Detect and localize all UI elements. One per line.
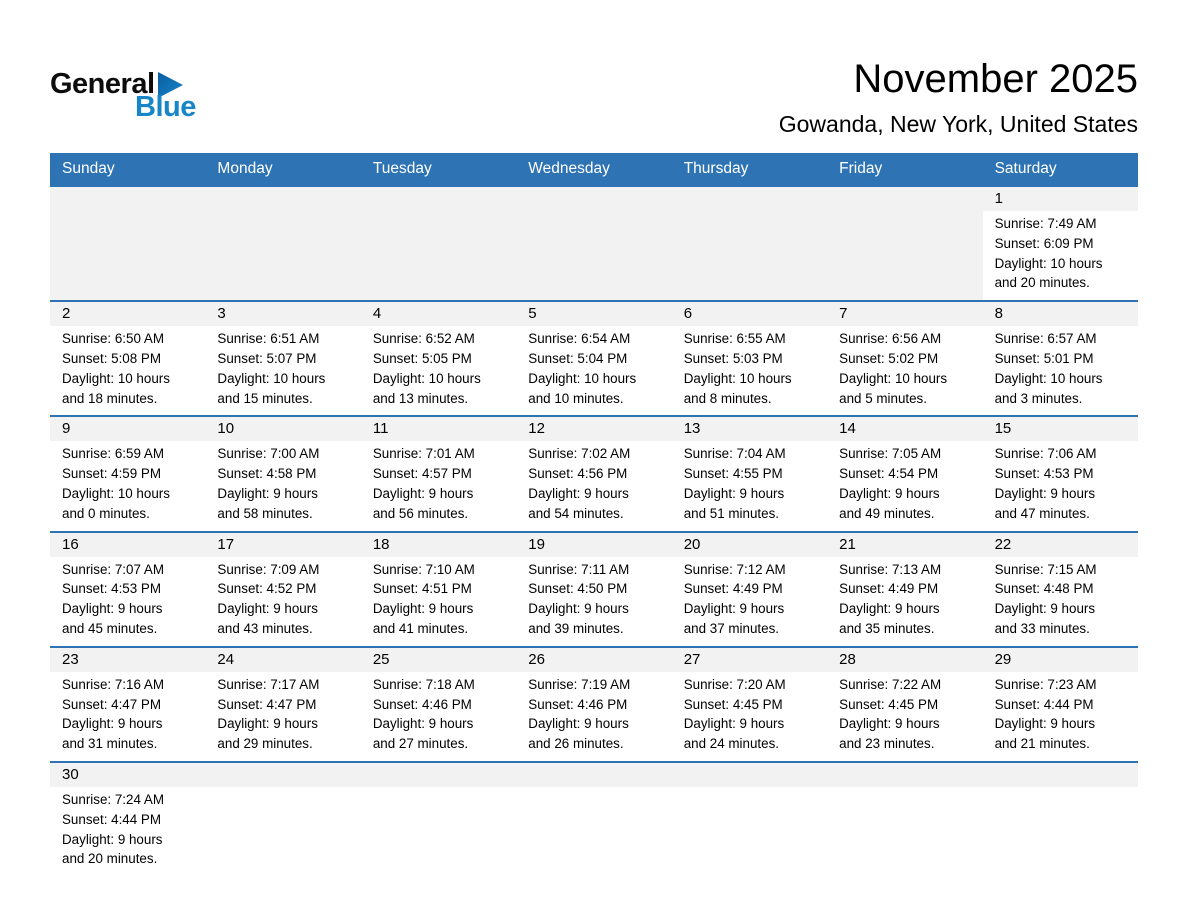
calendar	[50, 153, 1138, 876]
empty-day-cell	[361, 187, 516, 300]
day-cell-14	[827, 417, 982, 530]
daylight-hours-text: Daylight: 9 hours	[528, 485, 629, 501]
sunset-text: Sunset: 4:52 PM	[217, 581, 317, 597]
day-cell-9	[50, 417, 205, 530]
day-cell-18	[361, 533, 516, 646]
sunset-text: Sunset: 5:05 PM	[372, 350, 472, 366]
page-header	[50, 0, 1138, 138]
sunrise-text: Sunrise: 7:18 AM	[372, 676, 475, 692]
sunrise-text: Sunrise: 7:11 AM	[528, 561, 630, 577]
day-cell-10	[205, 417, 360, 530]
week-row-1	[50, 185, 1138, 300]
daylight-minutes-text: and 15 minutes.	[217, 390, 313, 406]
daylight-minutes-text: and 31 minutes.	[62, 736, 158, 752]
daylight-minutes-text: and 54 minutes.	[528, 505, 624, 521]
sunrise-text: Sunrise: 7:15 AM	[994, 561, 1097, 577]
daylight-minutes-text: and 29 minutes.	[217, 736, 313, 752]
day-details	[361, 672, 516, 761]
day-details	[205, 211, 360, 300]
daylight-hours-text: Daylight: 9 hours	[683, 716, 785, 732]
day-number	[983, 763, 1138, 787]
calendar-weeks	[50, 185, 1138, 876]
day-details	[50, 441, 205, 530]
daylight-hours-text: Daylight: 10 hours	[683, 370, 792, 386]
daylight-minutes-text: and 51 minutes.	[683, 505, 779, 521]
day-number: 27	[672, 648, 827, 672]
daylight-hours-text: Daylight: 10 hours	[62, 370, 170, 386]
day-details	[983, 326, 1138, 415]
weekday-header-monday: Monday	[217, 160, 273, 177]
daylight-minutes-text: and 18 minutes.	[62, 390, 158, 406]
weekday-header-tuesday: Tuesday	[372, 160, 432, 177]
day-details	[50, 672, 205, 761]
daylight-hours-text: Daylight: 9 hours	[62, 601, 163, 617]
day-number: 10	[205, 417, 360, 441]
day-number	[361, 187, 516, 211]
sunset-text: Sunset: 4:51 PM	[372, 581, 472, 597]
day-cell-28	[827, 648, 982, 761]
day-details	[205, 672, 360, 761]
page-title: November 2025	[853, 57, 1138, 101]
sunset-text: Sunset: 4:50 PM	[528, 581, 628, 597]
day-details	[827, 787, 982, 876]
sunset-text: Sunset: 5:04 PM	[528, 350, 628, 366]
day-number: 13	[672, 417, 827, 441]
day-number: 6	[672, 302, 827, 326]
sunrise-text: Sunrise: 6:55 AM	[683, 331, 786, 347]
daylight-minutes-text: and 37 minutes.	[683, 620, 779, 636]
day-number: 11	[361, 417, 516, 441]
daylight-hours-text: Daylight: 10 hours	[372, 370, 481, 386]
daylight-minutes-text: and 0 minutes.	[62, 505, 150, 521]
week-row-4	[50, 531, 1138, 646]
logo-text-blue: Blue	[135, 91, 196, 123]
day-number: 15	[983, 417, 1138, 441]
day-details	[672, 326, 827, 415]
day-number: 28	[827, 648, 982, 672]
sunset-text: Sunset: 4:47 PM	[62, 696, 161, 712]
daylight-minutes-text: and 43 minutes.	[217, 620, 313, 636]
sunset-text: Sunset: 4:57 PM	[372, 466, 472, 482]
daylight-hours-text: Daylight: 10 hours	[994, 370, 1103, 386]
daylight-hours-text: Daylight: 9 hours	[994, 716, 1096, 732]
empty-day-cell	[672, 187, 827, 300]
day-number: 18	[361, 533, 516, 557]
day-cell-11	[361, 417, 516, 530]
sunrise-text: Sunrise: 7:10 AM	[372, 561, 475, 577]
daylight-hours-text: Daylight: 9 hours	[839, 485, 940, 501]
sunset-text: Sunset: 4:58 PM	[217, 466, 317, 482]
day-cell-12	[516, 417, 671, 530]
weekday-header-row	[50, 153, 1138, 185]
sunrise-text: Sunrise: 7:12 AM	[683, 561, 786, 577]
empty-day-cell	[516, 187, 671, 300]
sunrise-text: Sunrise: 6:52 AM	[372, 331, 475, 347]
sunset-text: Sunset: 4:45 PM	[683, 696, 783, 712]
day-cell-27	[672, 648, 827, 761]
day-number: 5	[516, 302, 671, 326]
sunset-text: Sunset: 4:44 PM	[994, 696, 1094, 712]
sunset-text: Sunset: 4:54 PM	[839, 466, 939, 482]
day-details	[361, 787, 516, 876]
daylight-hours-text: Daylight: 9 hours	[217, 485, 318, 501]
day-number	[516, 763, 671, 787]
daylight-minutes-text: and 10 minutes.	[528, 390, 624, 406]
empty-day-cell	[205, 763, 360, 876]
sunrise-text: Sunrise: 7:02 AM	[528, 446, 631, 462]
day-details	[827, 211, 982, 300]
empty-day-cell	[205, 187, 360, 300]
day-number: 16	[50, 533, 205, 557]
sunrise-text: Sunrise: 7:09 AM	[217, 561, 320, 577]
day-number	[827, 187, 982, 211]
daylight-hours-text: Daylight: 10 hours	[528, 370, 637, 386]
day-number	[361, 763, 516, 787]
day-cell-15	[983, 417, 1138, 530]
day-cell-25	[361, 648, 516, 761]
sunrise-text: Sunrise: 7:20 AM	[683, 676, 786, 692]
sunset-text: Sunset: 4:46 PM	[372, 696, 472, 712]
day-number: 3	[205, 302, 360, 326]
day-number: 7	[827, 302, 982, 326]
day-details	[516, 672, 671, 761]
day-details	[983, 211, 1138, 300]
daylight-minutes-text: and 45 minutes.	[62, 620, 158, 636]
sunrise-text: Sunrise: 6:59 AM	[62, 446, 164, 462]
day-details	[205, 787, 360, 876]
title-block	[779, 54, 1138, 138]
day-number: 4	[361, 302, 516, 326]
day-cell-13	[672, 417, 827, 530]
empty-day-cell	[983, 763, 1138, 876]
daylight-hours-text: Daylight: 10 hours	[994, 255, 1103, 271]
day-number	[50, 187, 205, 211]
daylight-hours-text: Daylight: 9 hours	[994, 601, 1096, 617]
sunrise-text: Sunrise: 7:01 AM	[372, 446, 475, 462]
sunset-text: Sunset: 6:09 PM	[994, 235, 1094, 251]
sunrise-text: Sunrise: 6:57 AM	[994, 331, 1097, 347]
day-cell-26	[516, 648, 671, 761]
sunrise-text: Sunrise: 7:06 AM	[994, 446, 1097, 462]
day-number: 12	[516, 417, 671, 441]
daylight-minutes-text: and 20 minutes.	[994, 275, 1090, 291]
daylight-minutes-text: and 49 minutes.	[839, 505, 935, 521]
empty-day-cell	[50, 187, 205, 300]
day-details	[361, 557, 516, 646]
day-details	[516, 326, 671, 415]
daylight-hours-text: Daylight: 9 hours	[839, 716, 940, 732]
sunrise-text: Sunrise: 7:22 AM	[839, 676, 942, 692]
weekday-header-sunday: Sunday	[62, 160, 115, 177]
day-cell-2	[50, 302, 205, 415]
day-number: 17	[205, 533, 360, 557]
day-details	[983, 787, 1138, 876]
daylight-hours-text: Daylight: 9 hours	[62, 716, 163, 732]
daylight-minutes-text: and 56 minutes.	[372, 505, 469, 521]
day-cell-6	[672, 302, 827, 415]
sunrise-text: Sunrise: 6:50 AM	[62, 331, 164, 347]
daylight-minutes-text: and 21 minutes.	[994, 736, 1090, 752]
day-details	[361, 211, 516, 300]
day-cell-8	[983, 302, 1138, 415]
day-details	[983, 441, 1138, 530]
daylight-hours-text: Daylight: 10 hours	[62, 485, 170, 501]
sunrise-text: Sunrise: 7:00 AM	[217, 446, 320, 462]
empty-day-cell	[827, 763, 982, 876]
weekday-header-wednesday: Wednesday	[528, 160, 610, 177]
day-number: 29	[983, 648, 1138, 672]
day-cell-30	[50, 763, 205, 876]
day-cell-5	[516, 302, 671, 415]
day-details	[983, 557, 1138, 646]
day-number: 2	[50, 302, 205, 326]
day-details	[205, 441, 360, 530]
daylight-minutes-text: and 35 minutes.	[839, 620, 935, 636]
day-number	[827, 763, 982, 787]
daylight-minutes-text: and 47 minutes.	[994, 505, 1090, 521]
day-cell-24	[205, 648, 360, 761]
day-cell-21	[827, 533, 982, 646]
day-details	[205, 557, 360, 646]
day-details	[50, 326, 205, 415]
daylight-hours-text: Daylight: 9 hours	[372, 716, 474, 732]
day-details	[516, 557, 671, 646]
day-cell-20	[672, 533, 827, 646]
day-details	[516, 211, 671, 300]
day-details	[50, 787, 205, 876]
sunset-text: Sunset: 4:46 PM	[528, 696, 628, 712]
day-details	[205, 326, 360, 415]
sunrise-text: Sunrise: 7:23 AM	[994, 676, 1097, 692]
sunset-text: Sunset: 4:56 PM	[528, 466, 628, 482]
weekday-header-saturday: Saturday	[994, 160, 1057, 177]
daylight-minutes-text: and 39 minutes.	[528, 620, 624, 636]
day-number: 19	[516, 533, 671, 557]
weekday-header-friday: Friday	[839, 160, 883, 177]
logo-text-general: General	[50, 68, 155, 100]
daylight-minutes-text: and 26 minutes.	[528, 736, 624, 752]
day-cell-4	[361, 302, 516, 415]
day-details	[672, 211, 827, 300]
daylight-hours-text: Daylight: 9 hours	[528, 601, 629, 617]
sunset-text: Sunset: 4:47 PM	[217, 696, 317, 712]
day-details	[672, 557, 827, 646]
day-cell-1	[983, 187, 1138, 300]
weekday-header-thursday: Thursday	[683, 160, 749, 177]
daylight-hours-text: Daylight: 9 hours	[683, 485, 785, 501]
daylight-hours-text: Daylight: 9 hours	[528, 716, 629, 732]
general-blue-logo	[50, 70, 196, 122]
daylight-hours-text: Daylight: 9 hours	[683, 601, 785, 617]
day-number: 25	[361, 648, 516, 672]
daylight-minutes-text: and 23 minutes.	[839, 736, 935, 752]
sunrise-text: Sunrise: 6:54 AM	[528, 331, 631, 347]
day-number	[205, 187, 360, 211]
empty-day-cell	[672, 763, 827, 876]
empty-day-cell	[827, 187, 982, 300]
day-number: 24	[205, 648, 360, 672]
daylight-hours-text: Daylight: 9 hours	[372, 485, 474, 501]
sunset-text: Sunset: 5:02 PM	[839, 350, 939, 366]
daylight-hours-text: Daylight: 9 hours	[217, 716, 318, 732]
daylight-hours-text: Daylight: 9 hours	[217, 601, 318, 617]
day-number: 8	[983, 302, 1138, 326]
sunrise-text: Sunrise: 6:56 AM	[839, 331, 942, 347]
daylight-minutes-text: and 13 minutes.	[372, 390, 469, 406]
page-subtitle: Gowanda, New York, United States	[778, 111, 1138, 137]
day-number	[205, 763, 360, 787]
day-number: 20	[672, 533, 827, 557]
sunset-text: Sunset: 4:45 PM	[839, 696, 939, 712]
day-cell-22	[983, 533, 1138, 646]
daylight-minutes-text: and 33 minutes.	[994, 620, 1090, 636]
sunrise-text: Sunrise: 7:24 AM	[62, 791, 164, 807]
sunset-text: Sunset: 4:55 PM	[683, 466, 783, 482]
sunset-text: Sunset: 4:53 PM	[994, 466, 1094, 482]
sunrise-text: Sunrise: 7:04 AM	[683, 446, 786, 462]
daylight-hours-text: Daylight: 10 hours	[217, 370, 326, 386]
week-row-5	[50, 646, 1138, 761]
empty-day-cell	[516, 763, 671, 876]
day-cell-19	[516, 533, 671, 646]
sunrise-text: Sunrise: 7:17 AM	[217, 676, 320, 692]
day-details	[672, 787, 827, 876]
daylight-minutes-text: and 20 minutes.	[62, 851, 158, 867]
day-number: 22	[983, 533, 1138, 557]
day-cell-16	[50, 533, 205, 646]
day-details	[361, 441, 516, 530]
sunset-text: Sunset: 4:44 PM	[62, 811, 161, 827]
daylight-minutes-text: and 24 minutes.	[683, 736, 779, 752]
daylight-hours-text: Daylight: 9 hours	[62, 831, 163, 847]
day-details	[827, 441, 982, 530]
day-details	[827, 557, 982, 646]
daylight-hours-text: Daylight: 9 hours	[994, 485, 1096, 501]
day-details	[827, 672, 982, 761]
day-number	[516, 187, 671, 211]
daylight-minutes-text: and 5 minutes.	[839, 390, 927, 406]
daylight-minutes-text: and 8 minutes.	[683, 390, 772, 406]
sunset-text: Sunset: 5:08 PM	[62, 350, 161, 366]
week-row-3	[50, 415, 1138, 530]
daylight-minutes-text: and 58 minutes.	[217, 505, 313, 521]
sunrise-text: Sunrise: 7:49 AM	[994, 216, 1097, 231]
day-number	[672, 187, 827, 211]
day-details	[50, 557, 205, 646]
empty-day-cell	[361, 763, 516, 876]
day-details	[983, 672, 1138, 761]
day-number	[672, 763, 827, 787]
daylight-minutes-text: and 41 minutes.	[372, 620, 469, 636]
sunset-text: Sunset: 4:53 PM	[62, 581, 161, 597]
day-details	[672, 441, 827, 530]
day-cell-29	[983, 648, 1138, 761]
sunrise-text: Sunrise: 7:16 AM	[62, 676, 164, 692]
day-number: 30	[50, 763, 205, 787]
sunrise-text: Sunrise: 7:13 AM	[839, 561, 942, 577]
sunset-text: Sunset: 4:59 PM	[62, 466, 161, 482]
day-cell-3	[205, 302, 360, 415]
day-number: 26	[516, 648, 671, 672]
day-number: 1	[983, 187, 1138, 211]
day-details	[50, 211, 205, 300]
sunrise-text: Sunrise: 7:05 AM	[839, 446, 942, 462]
day-details	[827, 326, 982, 415]
daylight-hours-text: Daylight: 10 hours	[839, 370, 948, 386]
day-number: 23	[50, 648, 205, 672]
daylight-minutes-text: and 27 minutes.	[372, 736, 469, 752]
day-cell-23	[50, 648, 205, 761]
day-details	[516, 441, 671, 530]
daylight-minutes-text: and 3 minutes.	[994, 390, 1083, 406]
sunrise-text: Sunrise: 7:07 AM	[62, 561, 164, 577]
day-details	[516, 787, 671, 876]
day-cell-17	[205, 533, 360, 646]
sunrise-text: Sunrise: 7:19 AM	[528, 676, 631, 692]
sunset-text: Sunset: 4:48 PM	[994, 581, 1094, 597]
day-cell-7	[827, 302, 982, 415]
week-row-6	[50, 761, 1138, 876]
sunset-text: Sunset: 4:49 PM	[683, 581, 783, 597]
week-row-2	[50, 300, 1138, 415]
sunset-text: Sunset: 5:01 PM	[994, 350, 1094, 366]
day-details	[361, 326, 516, 415]
daylight-hours-text: Daylight: 9 hours	[839, 601, 940, 617]
sunset-text: Sunset: 5:03 PM	[683, 350, 783, 366]
day-number: 14	[827, 417, 982, 441]
sunset-text: Sunset: 4:49 PM	[839, 581, 939, 597]
day-details	[672, 672, 827, 761]
daylight-hours-text: Daylight: 9 hours	[372, 601, 474, 617]
day-number: 21	[827, 533, 982, 557]
day-number: 9	[50, 417, 205, 441]
sunrise-text: Sunrise: 6:51 AM	[217, 331, 320, 347]
sunset-text: Sunset: 5:07 PM	[217, 350, 317, 366]
